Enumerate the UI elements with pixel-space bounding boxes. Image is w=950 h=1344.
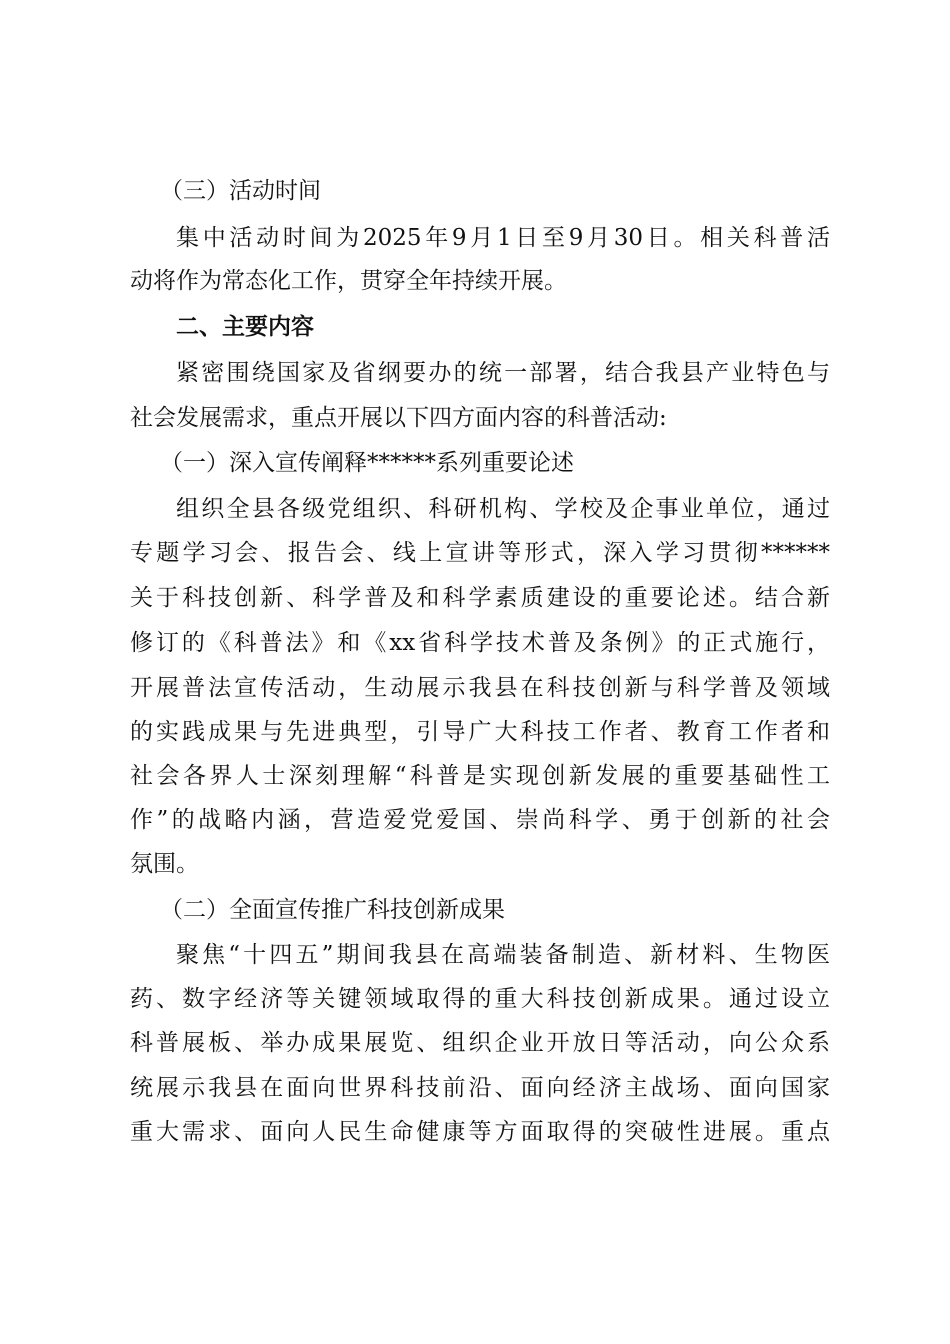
paragraph-line: 集中活动时间为2025年9月1日至9月30日。相关科普活 [176,225,830,251]
paragraph-line: 重大需求、面向人民生命健康等方面取得的突破性进展。重点 [130,1119,830,1145]
subheading-2: （二）全面宣传推广科技创新成果 [160,897,505,923]
subheading-activity-time: （三）活动时间 [160,178,321,204]
paragraph-line: 专题学习会、报告会、线上宣讲等形式，深入学习贯彻****** [130,540,830,566]
paragraph-line: 统展示我县在面向世界科技前沿、面向经济主战场、面向国家 [130,1075,830,1101]
paragraph-line: 关于科技创新、科学普及和科学素质建设的重要论述。结合新 [130,585,830,611]
paragraph-line: 科普展板、举办成果展览、组织企业开放日等活动，向公众系 [130,1030,830,1056]
paragraph-line: 的实践成果与先进典型，引导广大科技工作者、教育工作者和 [130,719,830,745]
paragraph-line: 社会发展需求，重点开展以下四方面内容的科普活动: [130,405,667,431]
section-heading-main-content: 二、主要内容 [176,314,314,340]
paragraph-line: 紧密围绕国家及省纲要办的统一部署，结合我县产业特色与 [176,360,830,386]
subheading-1: （一）深入宣传阐释******系列重要论述 [160,450,574,476]
paragraph-line: 药、数字经济等关键领域取得的重大科技创新成果。通过设立 [130,986,830,1012]
paragraph-line: 氛围。 [130,851,199,877]
paragraph-line: 修订的《科普法》和《xx省科学技术普及条例》的正式施行， [130,630,830,656]
paragraph-line: 组织全县各级党组织、科研机构、学校及企事业单位，通过 [176,496,830,522]
paragraph-line: 作”的战略内涵，营造爱党爱国、崇尚科学、勇于创新的社会 [130,807,830,833]
paragraph-line: 开展普法宣传活动，生动展示我县在科技创新与科学普及领域 [130,675,830,701]
paragraph-line: 动将作为常态化工作，贯穿全年持续开展。 [130,268,567,294]
paragraph-line: 社会各界人士深刻理解“科普是实现创新发展的重要基础性工 [130,763,830,789]
paragraph-line: 聚焦“十四五”期间我县在高端装备制造、新材料、生物医 [176,942,830,968]
